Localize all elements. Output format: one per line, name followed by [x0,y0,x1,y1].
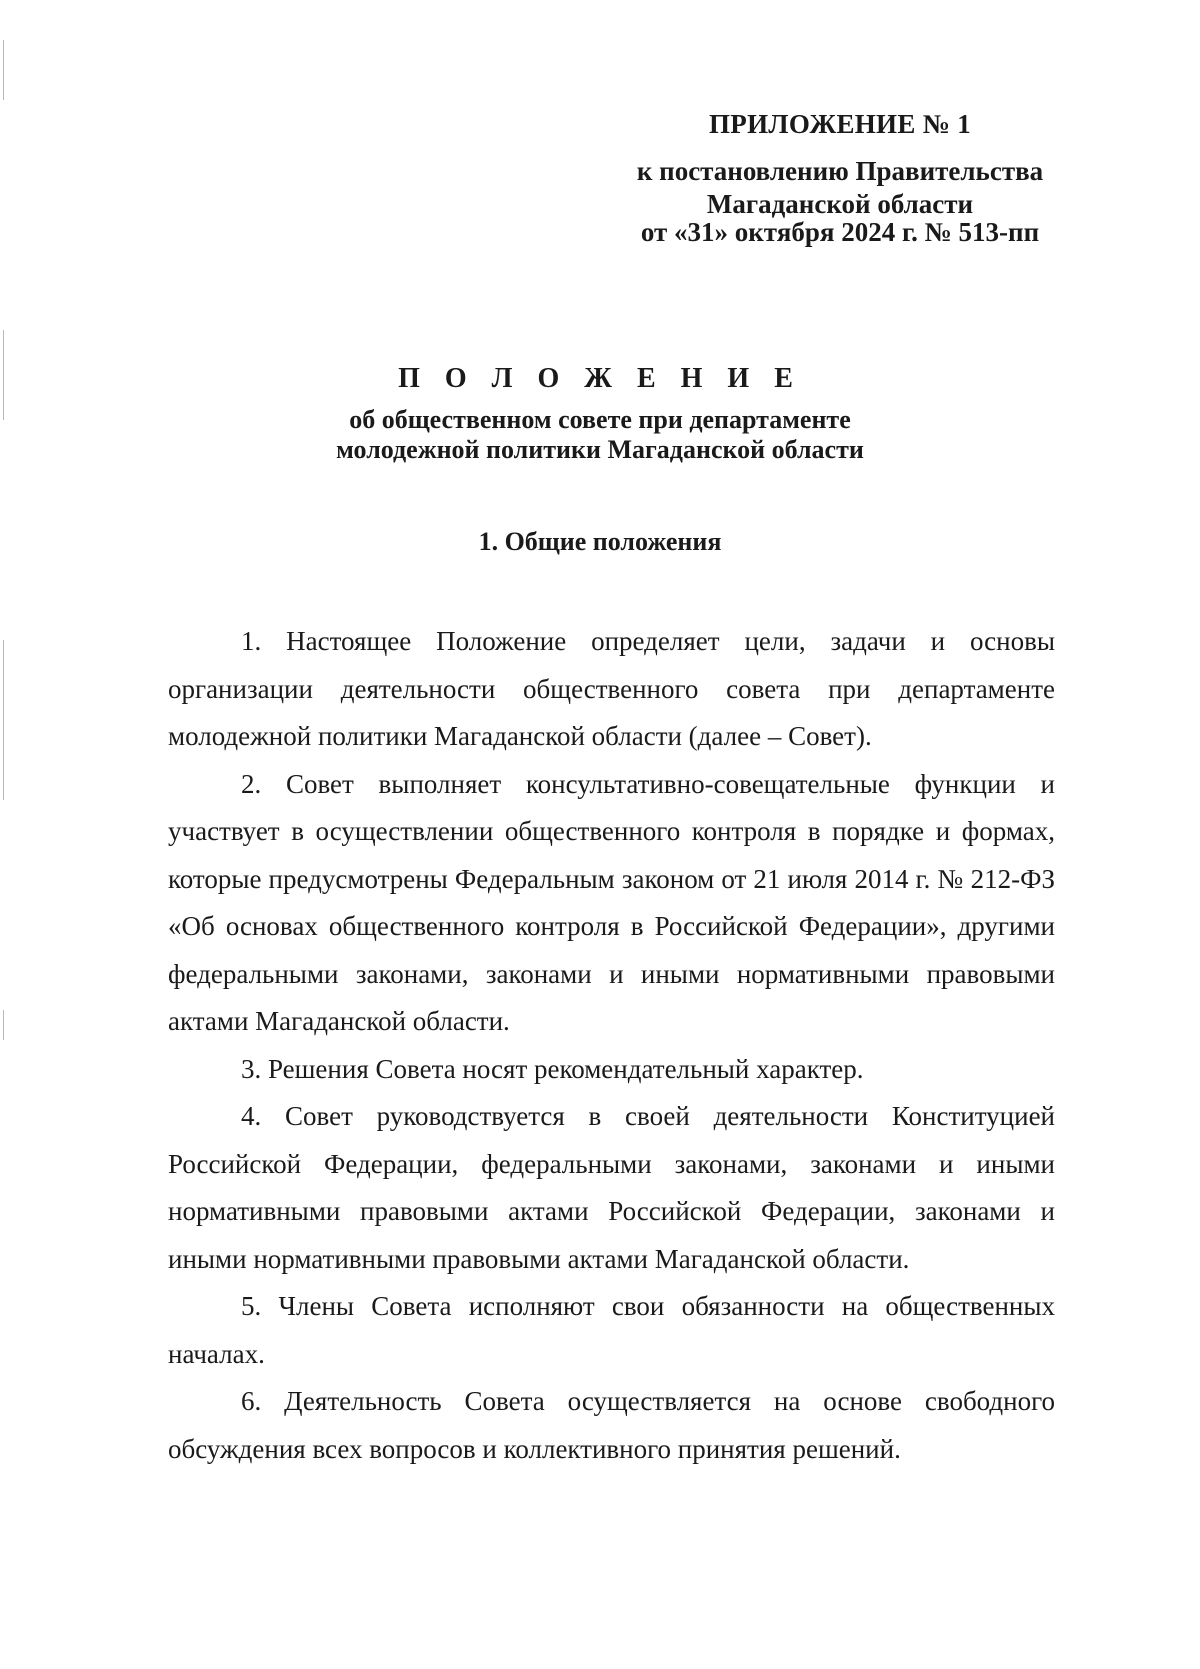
paragraph: 4. Совет руководствуется в своей деятельности Конституцией Российской Федерации, федеральными законами, законами и иными нормативными правовыми актами Российской Федерации, законами и иными нормативными правовыми актами Магаданской области. [168,1101,1055,1274]
section-title: 1. Общие положения [478,527,722,556]
appendix-date-line: от «31» октября 2024 г. № 513-пп [640,217,1040,247]
paragraph: 1. Настоящее Положение определяет цели, задачи и основы организации деятельности общественного совета при департаменте молодежной политики Магаданской области (далее – Совет). [168,626,1055,751]
document-subtitle-line: молодежной политики Магаданской области [336,435,864,464]
paragraph: 2. Совет выполняет консультативно-совещательные функции и участвует в осуществлении общественного контроля в порядке и формах, которые предусмотрены Федеральным законом от 21 июля 2014 г. № 212-ФЗ «Об основах общественного контроля в Российской Федерации», другими федеральными законами, законами и иными нормативными правовыми актами Магаданской области. [168,768,1055,1036]
scan-edge-mark [3,640,4,800]
appendix-reference-line: Магаданской области [706,189,974,219]
appendix-reference [600,155,1080,221]
scan-edge-mark [3,1010,4,1040]
paragraph: 6. Деятельность Совета осуществляется на основе свободного обсуждения всех вопросов и коллективного принятия решений. [168,1386,1055,1464]
document-body [168,618,1055,1473]
document-title: П О Л О Ж Е Н И Е [398,363,802,394]
appendix-title: ПРИЛОЖЕНИЕ № 1 [709,109,971,139]
paragraph: 3. Решения Совета носят рекомендательный характер. [241,1053,864,1084]
document-subtitle [0,405,1200,465]
paragraph: 5. Члены Совета исполняют свои обязанности на общественных началах. [168,1291,1055,1369]
document-subtitle-line: об общественном совете при департаменте [349,405,851,434]
appendix-reference-line: к постановлению Правительства [636,156,1044,186]
scan-edge-mark [3,40,4,100]
